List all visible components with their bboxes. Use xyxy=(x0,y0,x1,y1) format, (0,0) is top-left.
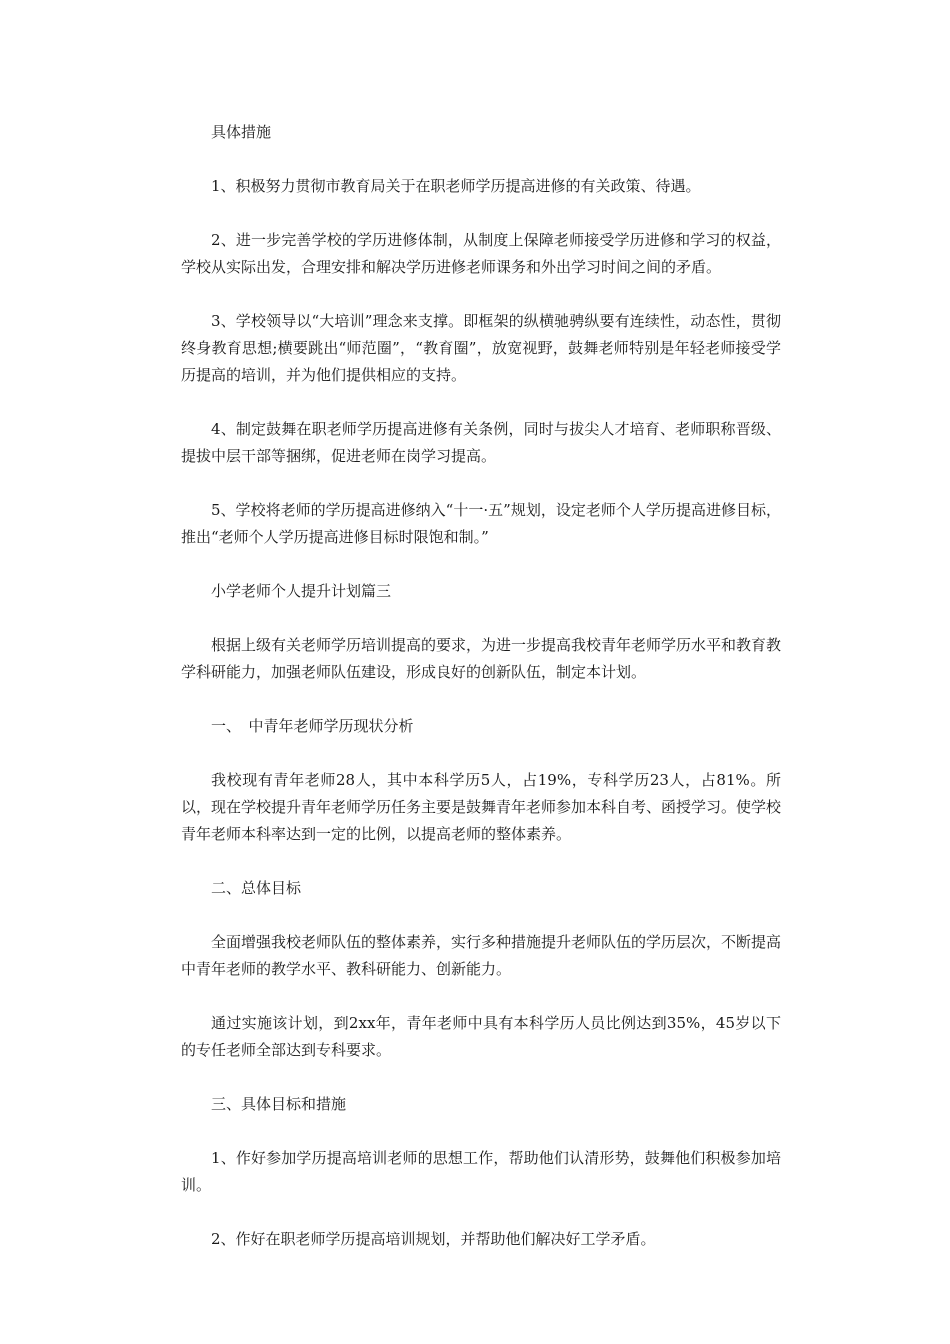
goal-measure-item-2: 2、作好在职老师学历提高培训规划，并帮助他们解决好工学矛盾。 xyxy=(211,1230,656,1248)
section-heading-status-analysis: 一、 中青年老师学历现状分析 xyxy=(211,717,414,735)
overall-goal-paragraph-1: 全面增强我校老师队伍的整体素养，实行多种措施提升老师队伍的学历层次，不断提高中青年老师的教学水平、教科研能力、创新能力。 xyxy=(181,933,782,978)
status-analysis-paragraph: 我校现有青年老师28人，其中本科学历5人，占19%，专科学历23人，占81%。所以，现在学校提升青年老师学历任务主要是鼓舞青年老师参加本科自考、函授学习。使学校青年老师本科率达到一定的比例，以提高老师的整体素养。 xyxy=(181,771,782,843)
section-heading-goals-and-measures: 三、具体目标和措施 xyxy=(211,1095,347,1113)
measure-item-3: 3、学校领导以“大培训”理念来支撑。即框架的纵横驰骋纵要有连续性，动态性，贯彻终身教育思想;横要跳出“师范圈”，“教育圈”，放宽视野，鼓舞老师特别是年轻老师接受学历提高的培训，并为他们提供相应的支持。 xyxy=(181,312,781,384)
article-title-part-three: 小学老师个人提升计划篇三 xyxy=(211,582,392,600)
measure-item-5: 5、学校将老师的学历提高进修纳入“十一·五”规划，设定老师个人学历提高进修目标，推出“老师个人学历提高进修目标时限饱和制。” xyxy=(181,501,781,546)
document-body xyxy=(181,119,781,1280)
section-heading-overall-goal: 二、总体目标 xyxy=(211,879,302,897)
measure-item-4: 4、制定鼓舞在职老师学历提高进修有关条例，同时与拔尖人才培育、老师职称晋级、提拔中层干部等捆绑，促进老师在岗学习提高。 xyxy=(181,420,781,465)
section-heading-specific-measures: 具体措施 xyxy=(211,123,272,141)
goal-measure-item-1: 1、作好参加学历提高培训老师的思想工作，帮助他们认清形势，鼓舞他们积极参加培训。 xyxy=(181,1149,781,1194)
overall-goal-paragraph-2: 通过实施该计划，到2xx年，青年老师中具有本科学历人员比例达到35%，45岁以下的专任老师全部达到专科要求。 xyxy=(181,1014,781,1059)
measure-item-2: 2、进一步完善学校的学历进修体制，从制度上保障老师接受学历进修和学习的权益，学校从实际出发，合理安排和解决学历进修老师课务和外出学习时间之间的矛盾。 xyxy=(181,231,781,276)
intro-paragraph: 根据上级有关老师学历培训提高的要求，为进一步提高我校青年老师学历水平和教育教学科研能力，加强老师队伍建设，形成良好的创新队伍，制定本计划。 xyxy=(181,636,782,681)
measure-item-1: 1、积极努力贯彻市教育局关于在职老师学历提高进修的有关政策、待遇。 xyxy=(211,177,701,195)
